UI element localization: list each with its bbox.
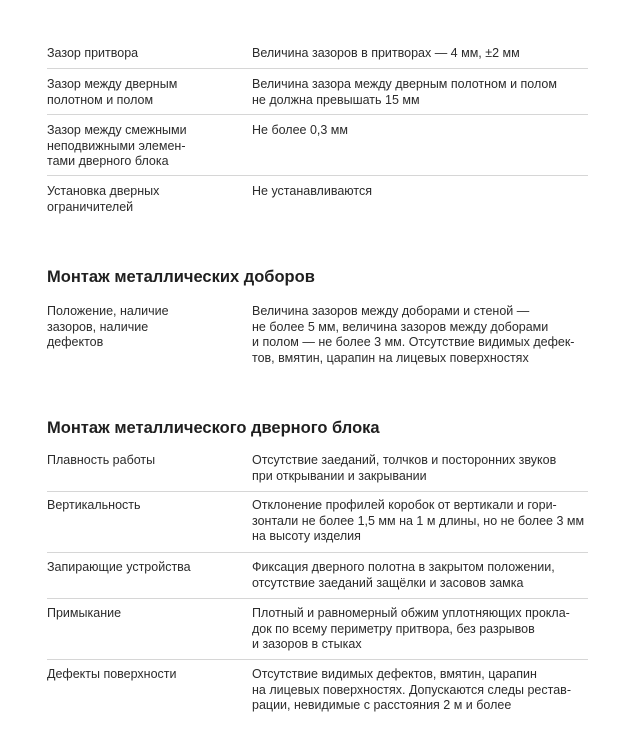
row-value: Отсутствие видимых дефектов, вмятин, царапин на лицевых поверхностях. Допускаются следы рестав- рации, невидимые с расстояния 2 м и более (252, 667, 571, 712)
row-label: Зазор притвора (47, 46, 139, 60)
section-heading-metal-trims: Монтаж металлических доборов (47, 268, 315, 286)
row-value: Плотный и равномерный обжим уплотняющих прокла- док по всему периметру притвора, без разрывов и зазоров в стыках (252, 606, 570, 651)
table-row (47, 176, 588, 224)
table-row (47, 660, 588, 722)
row-label: Примыкание (47, 606, 122, 620)
row-label: Положение, наличие зазоров, наличие дефектов (47, 304, 169, 349)
requirements-table-metal-door-block (47, 452, 588, 722)
row-value: Величина зазора между дверным полотном и полом не должна превышать 15 мм (252, 77, 557, 107)
table-row (47, 492, 588, 553)
table-row (47, 115, 588, 176)
row-value: Фиксация дверного полотна в закрытом положении, отсутствие заеданий защёлки и засовов замка (252, 560, 555, 590)
row-label: Зазор между дверным полотном и полом (47, 77, 178, 107)
row-label: Плавность работы (47, 453, 156, 467)
requirements-table-metal-trims (47, 303, 588, 367)
row-value: Величина зазоров между доборами и стеной — не более 5 мм, величина зазоров между доборами и полом — не более 3 мм. Отсутствие видимых дефек- тов, вмятин, царапин на лицевых поверхностях (252, 304, 575, 365)
row-value: Отклонение профилей коробок от вертикали и гори- зонтали не более 1,5 мм на 1 м длины, но не более 3 мм на высоту изделия (252, 498, 585, 543)
row-label: Установка дверных ограничителей (47, 184, 160, 214)
section-heading-metal-door-block: Монтаж металлического дверного блока (47, 419, 380, 437)
table-row (47, 42, 588, 69)
row-label: Зазор между смежными неподвижными элемен- тами дверного блока (47, 123, 187, 168)
row-label: Запирающие устройства (47, 560, 191, 574)
row-value: Величина зазоров в притворах — 4 мм, ±2 мм (252, 46, 520, 60)
table-row (47, 599, 588, 660)
row-label: Дефекты поверхности (47, 667, 177, 681)
row-value: Не более 0,3 мм (252, 123, 348, 137)
table-row (47, 553, 588, 599)
row-label: Вертикальность (47, 498, 141, 512)
row-value: Отсутствие заеданий, толчков и посторонних звуков при открывании и закрывании (252, 453, 557, 483)
table-row (47, 303, 588, 367)
row-value: Не устанавливаются (252, 184, 372, 198)
requirements-table-door-gaps (47, 42, 588, 224)
table-row (47, 452, 588, 492)
table-row (47, 69, 588, 115)
